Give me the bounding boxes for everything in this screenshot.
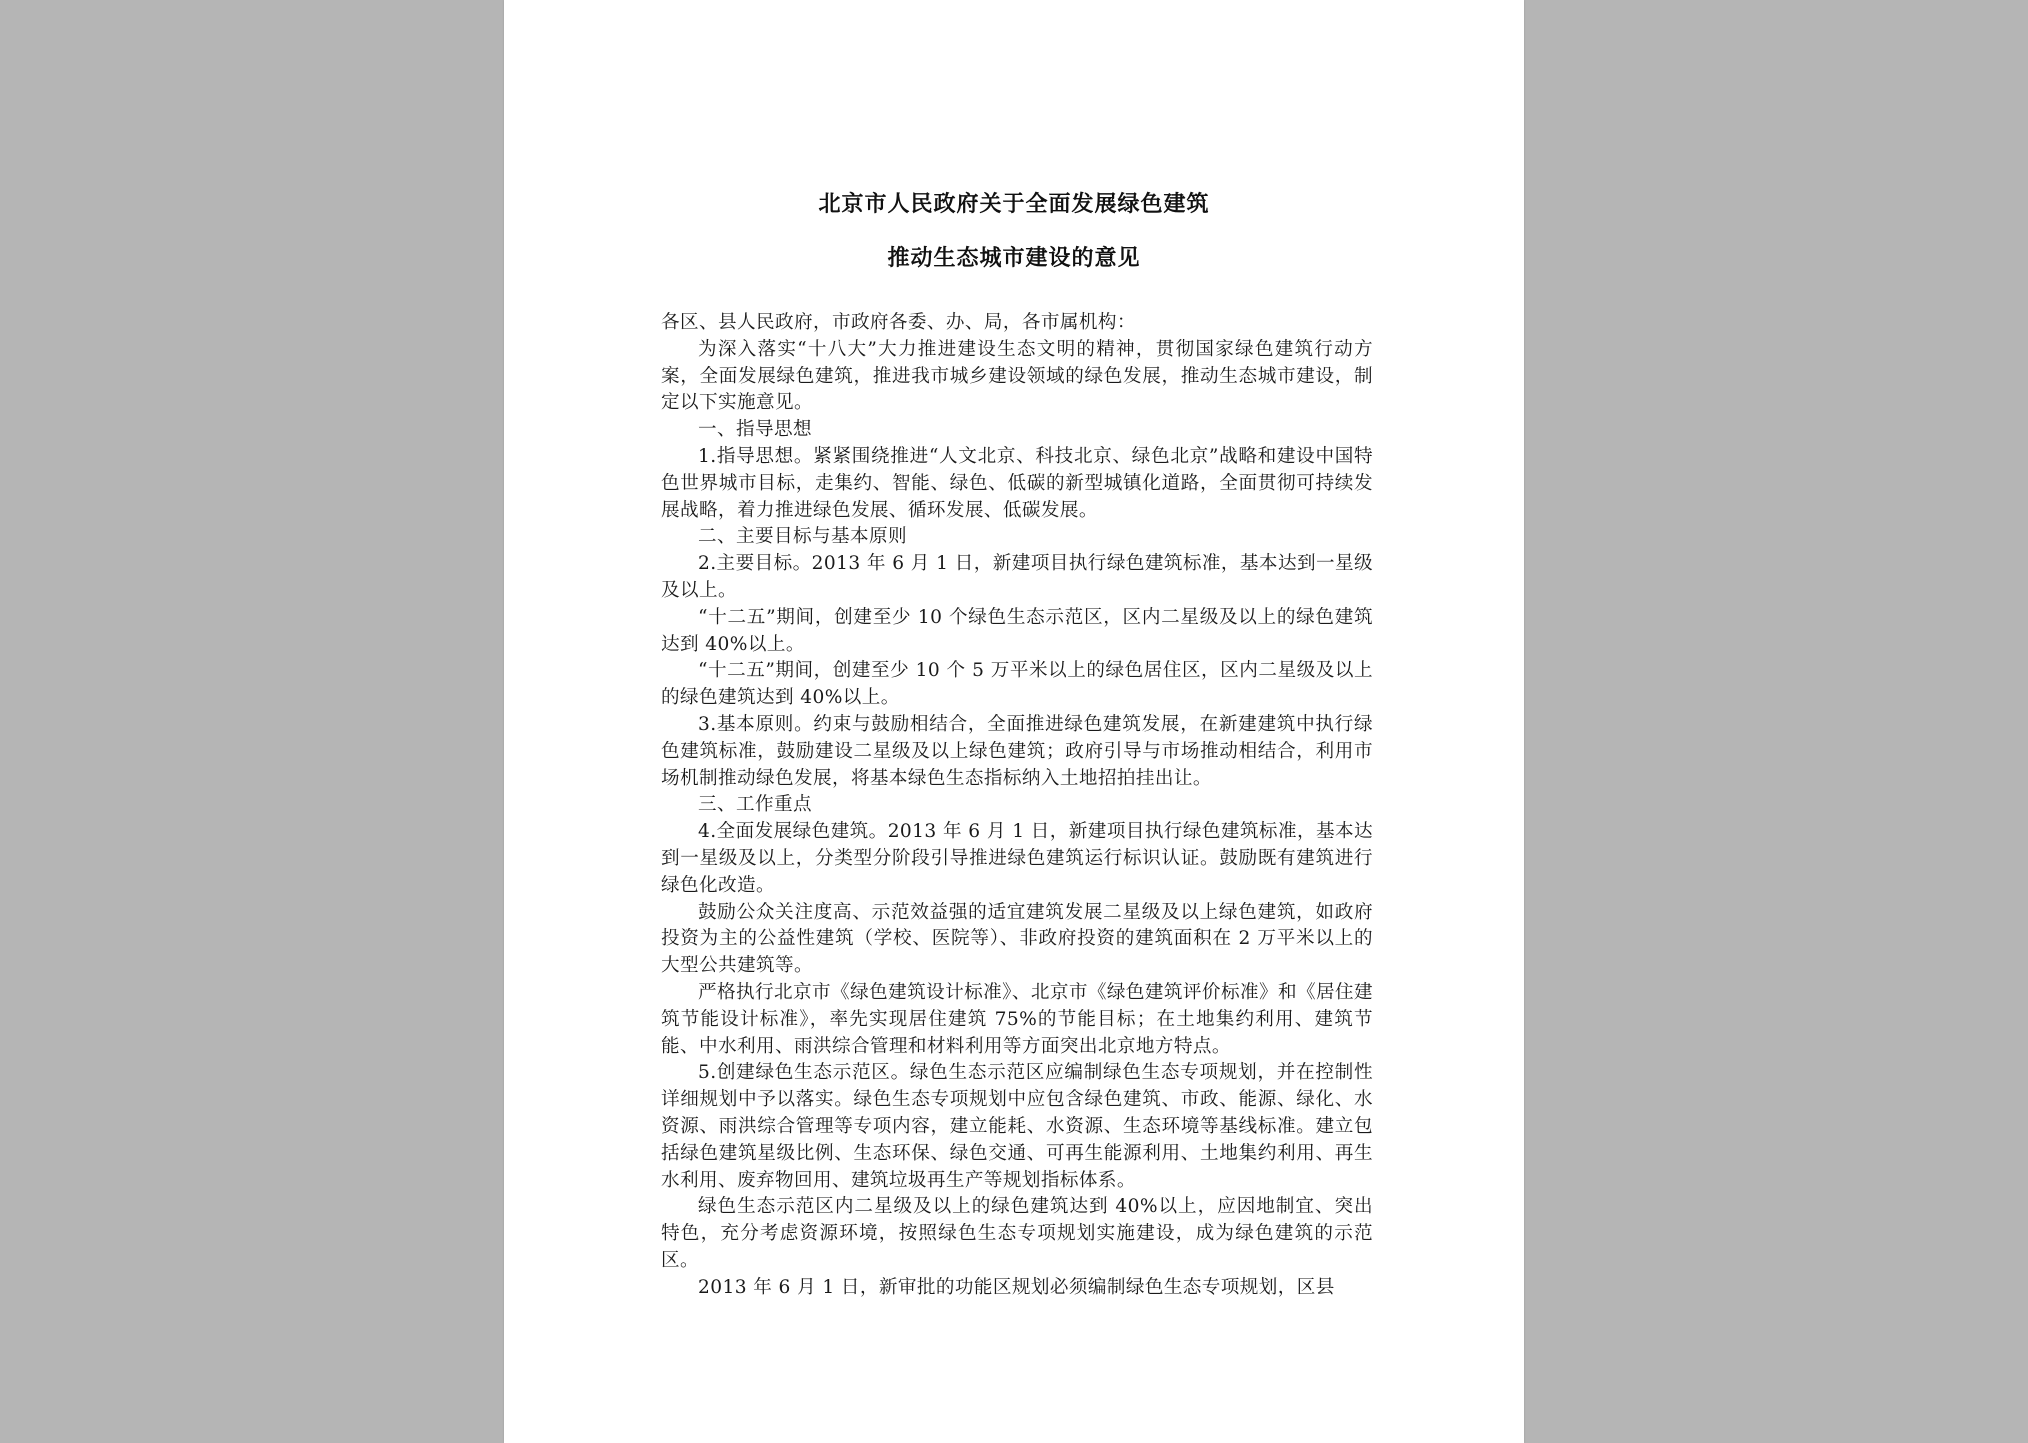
document-page [504, 0, 1524, 1443]
document-paragraph: 三、工作重点 [698, 794, 812, 816]
document-paragraph: 为深入落实“十八大”大力推进建设生态文明的精神，贯彻国家绿色建筑行动方案，全面发展绿色建筑，推进我市城乡建设领域的绿色发展，推动生态城市建设，制定以下实施意见。 [661, 338, 1373, 414]
document-title-line-1: 北京市人民政府关于全面发展绿色建筑 [818, 191, 1210, 217]
document-paragraph: 各区、县人民政府，市政府各委、办、局，各市属机构： [661, 312, 1136, 333]
document-paragraph: 严格执行北京市《绿色建筑设计标准》、北京市《绿色建筑评价标准》和《居住建筑节能设计标准》，率先实现居住建筑 75%的节能目标；在土地集约利用、建筑节能、中水利用、雨洪综合管理和材料利用等方面突出北京地方特点。 [661, 981, 1373, 1057]
document-paragraph: “十二五”期间，创建至少 10 个绿色生态示范区，区内二星级及以上的绿色建筑达到 40%以上。 [661, 606, 1373, 655]
document-paragraph: 一、指导思想 [698, 419, 812, 441]
document-paragraph: 鼓励公众关注度高、示范效益强的适宜建筑发展二星级及以上绿色建筑，如政府投资为主的公益性建筑（学校、医院等）、非政府投资的建筑面积在 2 万平米以上的大型公共建筑等。 [661, 901, 1373, 977]
document-paragraph: 2.主要目标。2013 年 6 月 1 日，新建项目执行绿色建筑标准，基本达到一星级及以上。 [661, 553, 1373, 601]
document-title-line-2: 推动生态城市建设的意见 [887, 245, 1141, 271]
document-body [661, 310, 1373, 1301]
document-paragraph: 5.创建绿色生态示范区。绿色生态示范区应编制绿色生态专项规划，并在控制性详细规划中予以落实。绿色生态专项规划中应包含绿色建筑、市政、能源、绿化、水资源、雨洪综合管理等专项内容，建立能耗、水资源、生态环境等基线标准。建立包括绿色建筑星级比例、生态环保、绿色交通、可再生能源利用、土地集约利用、再生水利用、废弃物回用、建筑垃圾再生产等规划指标体系。 [661, 1062, 1373, 1191]
document-paragraph: 二、主要目标与基本原则 [698, 526, 907, 548]
document-paragraph: 1.指导思想。紧紧围绕推进“人文北京、科技北京、绿色北京”战略和建设中国特色世界城市目标，走集约、智能、绿色、低碳的新型城镇化道路，全面贯彻可持续发展战略，着力推进绿色发展、循环发展、低碳发展。 [661, 445, 1373, 521]
document-paragraph: 绿色生态示范区内二星级及以上的绿色建筑达到 40%以上，应因地制宜、突出特色，充分考虑资源环境，按照绿色生态专项规划实施建设，成为绿色建筑的示范区。 [661, 1196, 1373, 1271]
document-paragraph: 3.基本原则。约束与鼓励相结合，全面推进绿色建筑发展，在新建建筑中执行绿色建筑标准，鼓励建设二星级及以上绿色建筑；政府引导与市场推动相结合，利用市场机制推动绿色发展，将基本绿色生态指标纳入土地招拍挂出让。 [661, 713, 1373, 789]
document-paragraph: 4.全面发展绿色建筑。2013 年 6 月 1 日，新建项目执行绿色建筑标准，基本达到一星级及以上，分类型分阶段引导推进绿色建筑运行标识认证。鼓励既有建筑进行绿色化改造。 [661, 821, 1373, 896]
document-paragraph: “十二五”期间，创建至少 10 个 5 万平米以上的绿色居住区，区内二星级及以上的绿色建筑达到 40%以上。 [661, 660, 1373, 709]
document-paragraph: 2013 年 6 月 1 日，新审批的功能区规划必须编制绿色生态专项规划，区县 [698, 1276, 1335, 1298]
